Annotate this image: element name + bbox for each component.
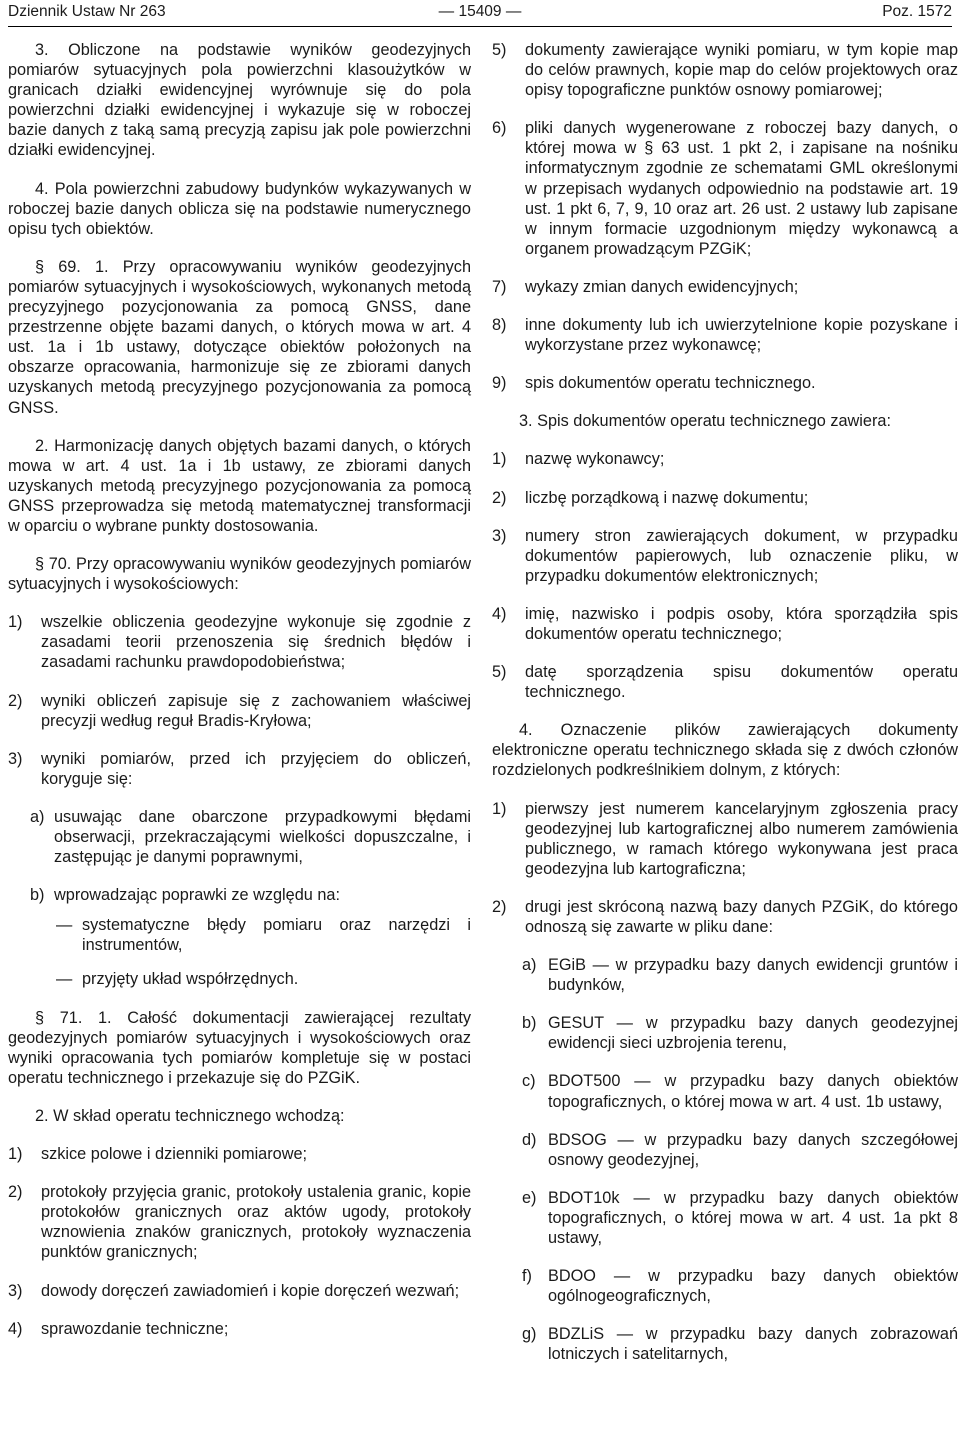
sub-list-item [492,1130,958,1170]
paragraph-3: 3. Spis dokumentów operatu technicznego zawiera: [519,412,891,431]
sub-list-item-letter: b) [30,886,45,905]
sub-list-item-text: BDOT500 — w przypadku bazy danych obiektów topograficznych, o której mowa w art. 4 ust. 1b ustawy, [548,1072,958,1111]
list-item-text: datę sporządzenia spisu dokumentów operatu technicznego. [525,663,958,702]
sub-list-item [8,885,471,905]
list-item-text: pierwszy jest numerem kancelaryjnym zgłoszenia pracy geodezyjnej lub kartograficznej albo numerem zamówienia publicznego, w ramach którego wykonywana jest praca geodezyjna lub kartograficzna; [525,799,958,878]
list-item-text: imię, nazwisko i podpis osoby, która sporządziła spis dokumentów operatu technicznego; [525,604,958,643]
list-item-text: spis dokumentów operatu technicznego. [525,374,816,393]
list-item-text: dowody doręczeń zawiadomień i kopie doręczeń wezwań; [41,1281,460,1300]
dash-item-text: systematyczne błędy pomiaru oraz narzędzi i instrumentów, [82,916,471,955]
item-position: Poz. 1572 [882,3,952,20]
section-69-2: 2. Harmonizację danych objętych bazami danych, o których mowa w art. 4 ust. 1a i 1b ustawy, ze zbiorami danych uzyskanych metodą precyzyjnego pozycjonowania za pomocą GNSS przeprowadza się metodą matematycznej transformacji w oparciu o wybrane punkty dostosowania. [8,436,471,535]
sub-list-item-letter: g) [522,1325,537,1344]
section-69-1: § 69. 1. Przy opracowywaniu wyników geodezyjnych pomiarów sytuacyjnych i wysokościowych, wykonanych metodą precyzyjnego pozycjonowania za pomocą GNSS, dane przestrzenne objęte bazami danych, o których mowa w art. 4 ust. 1a i 1b ustawy, dotyczące obiektów położonych na obszarze opracowania, harmonizuje się ze zbiorami danych uzyskanych metodą precyzyjnego pozycjonowania za pomocą GNSS. [8,257,471,417]
sub-list-item [8,807,471,867]
dash-item [56,915,471,955]
list-item [8,1319,471,1339]
list-item-text: wyniki pomiarów, przed ich przyjęciem do obliczeń, koryguje się: [41,749,471,788]
sub-list-item [492,1188,958,1248]
list-item-number: 1) [492,799,507,818]
sub-list-item-text: BDOT10k — w przypadku bazy danych obiektów topograficznych, o której mowa w art. 4 ust. 1a pkt 8 ustawy, [548,1188,958,1248]
list-item-number: 2) [8,691,23,710]
list-item-text: liczbę porządkową i nazwę dokumentu; [525,488,809,507]
list-item-number: 3) [8,749,23,768]
sub-list-item-text: GESUT — w przypadku bazy danych geodezyjnej ewidencji sieci uzbrojenia terenu, [548,1014,958,1053]
paragraph-4: 4. Pola powierzchni zabudowy budynków wykazywanych w roboczej bazie danych oblicza się na podstawie numerycznego opisu tych obiektów. [8,179,471,238]
list-item [492,373,958,393]
sub-list-item [492,1071,958,1111]
page-header [8,0,952,27]
sub-list-item-letter: c) [522,1072,536,1091]
sub-list-item [492,1324,958,1364]
list-item-text: numery stron zawierających dokument, w przypadku dokumentów papierowych, lub oznaczenie pliku, w przypadku dokumentów elektronicznych; [525,526,958,585]
list-item-number: 7) [492,277,507,296]
list-item-number: 5) [492,41,507,59]
sub-list-item-letter: e) [522,1188,537,1207]
list-item-text: wszelkie obliczenia geodezyjne wykonuje się zgodnie z zasadami teorii przenoszenia się średnich błędów i zasadami rachunku prawdopodobieństwa; [41,613,471,672]
paragraph-4: 4. Oznaczenie plików zawierających dokumenty elektroniczne operatu technicznego składa się z dwóch członów rozdzielonych podkreślnikiem dolnym, z których: [492,721,958,780]
sub-list-item-text: usuwając dane obarczone przypadkowymi błędami obserwacji, przekraczającymi wielkości dopuszczalne, i zastępując je danymi poprawnymi, [54,807,471,867]
paragraph-3: 3. Obliczone na podstawie wyników geodezyjnych pomiarów sytuacyjnych pola powierzchni klasoużytków w granicach działki ewidencyjnej wyrównuje się do pola powierzchni działki ewidencyjnej i wykazuje się w roboczej bazie danych z taką samą precyzją zapisu jak pole powierzchni działki ewidencyjnej. [8,41,471,160]
list-item-number: 4) [8,1319,23,1338]
sub-list-item-letter: f) [522,1267,532,1286]
sub-list-item-letter: a) [30,807,45,826]
sub-list-item [492,955,958,995]
sub-list-item-text: EGiB — w przypadku bazy danych ewidencji gruntów i budynków, [548,956,958,995]
list-item [492,315,958,355]
list-item [8,1281,471,1301]
sub-list-item-text: wprowadzając poprawki ze względu na: [54,886,340,905]
list-item-text: wyniki obliczeń zapisuje się z zachowaniem właściwej precyzji według reguł Bradis-Kryłowa; [41,691,471,730]
list-item-text: wykazy zmian danych ewidencyjnych; [525,277,799,296]
list-item-text: inne dokumenty lub ich uwierzytelnione kopie pozyskane i wykorzystane przez wykonawcę; [525,316,958,355]
list-item-number: 1) [8,1145,23,1164]
list-item [492,897,958,937]
sub-list-item-text: BDOO — w przypadku bazy danych obiektów ogólnogeograficznych, [548,1267,958,1306]
section-71-2: 2. W skład operatu technicznego wchodzą: [35,1106,345,1125]
dash-marker: — [56,970,73,989]
sub-list-item [492,1266,958,1306]
section-70: § 70. Przy opracowywaniu wyników geodezyjnych pomiarów sytuacyjnych i wysokościowych: [8,555,471,594]
dash-item-text: przyjęty układ współrzędnych. [82,970,299,989]
dash-item [56,969,471,989]
list-item [492,799,958,879]
right-column [492,40,958,1383]
list-item-number: 2) [492,897,507,916]
list-item-number: 3) [492,526,507,545]
sub-list-item-text: BDSOG — w przypadku bazy danych szczegółowej osnowy geodezyjnej, [548,1130,958,1169]
list-item [8,1182,471,1262]
list-item-number: 2) [8,1183,23,1202]
section-71-1: § 71. 1. Całość dokumentacji zawierającej rezultaty geodezyjnych pomiarów sytuacyjnych i wysokościowych oraz wyniki opracowania tych pomiarów kompletuje się w postaci operatu technicznego i przekazuje się do PZGiK. [8,1008,471,1087]
list-item-text: nazwę wykonawcy; [525,450,665,469]
list-item-number: 5) [492,663,507,682]
list-item-number: 8) [492,316,507,335]
sub-list-item-letter: d) [522,1130,537,1149]
list-item [492,40,958,100]
list-item-number: 1) [492,450,507,469]
sub-list-item-letter: a) [522,956,537,975]
journal-title: Dziennik Ustaw Nr 263 [8,3,166,20]
list-item [8,691,471,731]
list-item [8,749,471,789]
list-item [492,277,958,297]
list-item [492,526,958,586]
list-item-number: 1) [8,613,23,632]
dash-marker: — [56,916,73,935]
list-item [8,1144,471,1164]
sub-list-item [492,1013,958,1053]
list-item-text: drugi jest skróconą nazwą bazy danych PZGiK, do którego odnoszą się zawarte w pliku dane: [525,897,958,936]
list-item-number: 3) [8,1281,23,1300]
list-item-number: 2) [492,488,507,507]
list-item-text: protokoły przyjęcia granic, protokoły ustalenia granic, kopie protokołów granicznych oraz aktów ugody, protokoły wznowienia znaków granicznych, protokoły wyznaczenia punktów granicznych; [41,1183,471,1262]
page-number: — 15409 — [438,3,522,20]
list-item-number: 4) [492,604,507,623]
list-item-text: szkice polowe i dzienniki pomiarowe; [41,1145,308,1164]
list-item-number: 9) [492,374,507,393]
list-item [492,118,958,259]
list-item-text: pliki danych wygenerowane z roboczej bazy danych, o której mowa w § 63 ust. 1 pkt 2, i zapisane na nośniku informatycznym zgodnie ze schematami GML określonymi w przepisach wydanych odpowiednio na podstawie art. 19 ust. 1 pkt 6, 7, 9, 10 oraz art. 26 ust. 2 ustawy lub zapisane w innym formacie uzgodnionym między wykonawcą a organem prowadzącym PZGiK; [525,119,958,258]
sub-list-item-letter: b) [522,1014,537,1033]
sub-list-item-text: BDZLiS — w przypadku bazy danych zobrazowań lotniczych i satelitarnych, [548,1325,958,1364]
list-item [492,662,958,702]
list-item [8,612,471,672]
list-item [492,488,958,508]
list-item-number: 6) [492,119,507,138]
list-item [492,449,958,469]
left-column [8,40,471,1357]
list-item-text: sprawozdanie techniczne; [41,1319,229,1338]
list-item [492,604,958,644]
list-item-text: dokumenty zawierające wyniki pomiaru, w tym kopie map do celów prawnych, kopie map do celów projektowych oraz opisy topograficzne punktów osnowy pomiarowej; [525,41,958,100]
